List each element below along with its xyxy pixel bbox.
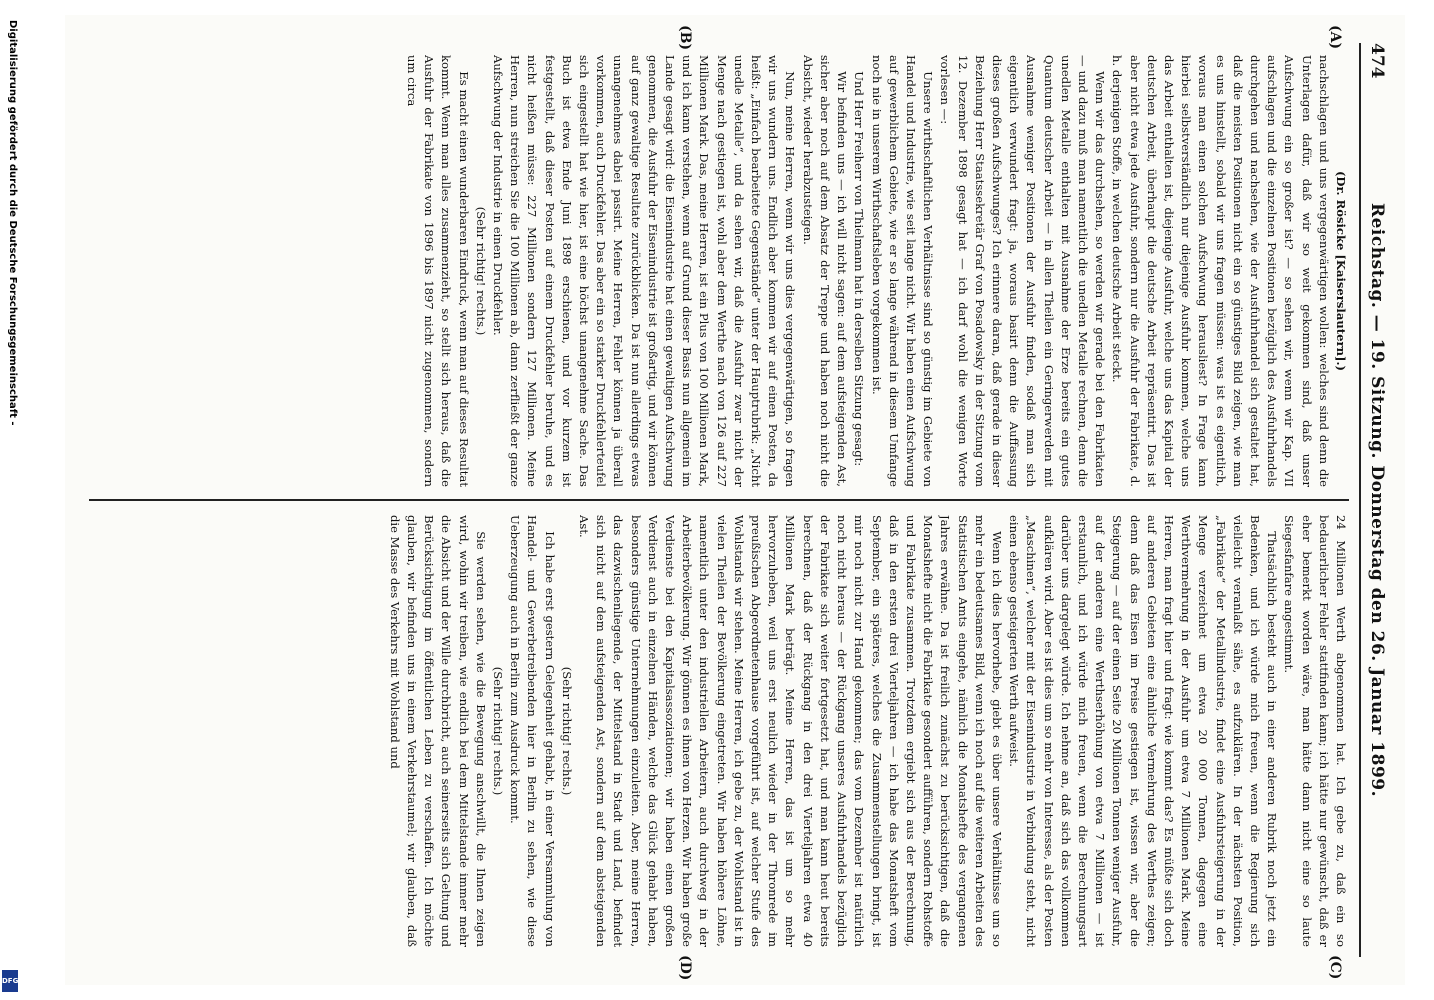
dfg-logo: DFG [2,970,18,992]
paragraph: Nun, meine Herren, wenn wir uns dies vergegenwärtigen, so fragen wir uns wundern uns. Endlich aber kommen wir auf einen Posten, da heißt: „Einfach bearbeitete Gegenstände“ unter der Hauptrubrik: „Nicht unedle Metalle“, und da sehen wir, daß die Ausfuhr zwar nicht der Menge nach gestiegen ist, wohl aber dem Werthe nach von 126 auf 227 Millionen Mark. Das, meine Herren, ist ein Plus von 100 Millionen Mark, und ich kann verstehen, wenn auf Grund dieser Basis nun allgemein im Lande gesagt wird: die Eisenindustrie hat einen gewaltigen Aufschwung genommen, die Ausfuhr der Eisenindustrie ist großartig, und wir können auf ganz gewaltige Resultate zurückblicken. Da ist nun allerdings etwas unangenehmes dabei passirt. Meine Herren, Fehler können ja überall vorkommen, auch Druckfehler. Das aber ein so starker Druckfehlerteufel sich eingestellt hat wie hier, ist eine höchst unangenehme Sache. Das Buch ist etwa Ende Juni 1898 erschienen, und vor kurzem ist festgestellt, daß dieser Posten auf einem Druckfehler beruhe, und es nicht heißen müsse: 227 Millionen sondern 127 Millionen. Meine Herren, nun streichen Sie die 100 Millionen ab, dann zerfließt der ganze Aufschwung der Industrie in einen Druckfehler. [491,55,798,487]
paragraph: Sie werden sehen, wie die Bewegung anschwillt, die Ihnen zeigen wird, wohin wir treiben, wie endlich bei dem Mittelstande immer mehr die Absicht und der Wille durchbricht, auch seinerseits sich Geltung und Berücksichtigung im öffentlichen Leben zu verschaffen. Ich möchte glauben, wir befinden uns in einem Verkehrstaumel; wir glauben, daß die Masse des Verkehrs mit Wohlstand und [387,515,488,947]
paragraph: Wenn wir das durchsehen, so werden wir gerade bei den Fabrikaten — und dazu muß man namentlich die unedlen Metalle rechnen, denn die unedlen Metalle enthalten mit Ausnahme der Erze bereits ein gutes Quantum deutscher Arbeit — in allen Theilen ein Geringerwerden mit Ausnahme weniger Positionen der Ausfuhr finden, sodaß man sich eigentlich verwundert fragt: ja, woraus basirt denn die Auffassung dieses großen Aufschwunges? Ich erinnere daran, daß gerade in dieser Beziehung Herr Staatssekretär Graf von Posadowsky in der Sitzung vom 12. Dezember 1898 gesagt hat — ich darf wohl die wenigen Worte vorlesen —: [938,55,1108,487]
interjection: (Sehr richtig! rechts.) [491,666,506,796]
paragraph: Es macht einen wunderbaren Eindruck, wenn man auf dieses Resultat kommt. Wenn man alles zusammenzieht, so stellt sich heraus, daß die Ausfuhr der Fabrikate von 1896 bis 1897 nicht zugenommen, sondern um circa [405,55,471,487]
left-column [89,55,1349,487]
interjection: (Sehr richtig! rechts.) [559,666,574,796]
margin-marker-d: (D) [677,955,693,981]
page-number: 474 [1367,43,1387,79]
digitization-notice-text: Digitalisierung gefördert durch die Deutsche Forschungsgemeinschaft - [7,20,18,426]
margin-marker-a: (A) [1327,25,1343,50]
margin-marker-b: (B) [677,25,693,51]
scanned-page [65,15,1405,985]
interjection: (Sehr richtig! rechts.) [473,206,488,336]
paragraph: Wenn ich dies hervorhebe, giebt es über unsere Verhältnisse um so mehr ein bedeutsames Bild, wenn ich noch auf die weiteren Arbeiten des Statistischen Amts eingehe, nämlich die Monatshefte des vergangenen Jahres erwähne. Da ist freilich zunächst zu berücksichtigen, daß die Monatshefte nicht die Fabrikate gesondert aufführen, sondern Rohstoffe und Fabrikate zusammen. Trotzdem ergiebt sich aus der Berechnung, daß in den ersten drei Vierteljahren — ich habe das Monatsheft vom September, ein späteres, welches die Zusammenstellungen bringt, ist mir noch nicht zur Hand gekommen; das vom Dezember ist natürlich noch nicht heraus — der Rückgang unseres Ausfuhrhandels bezüglich der Fabrikate sich weiter fortgesetzt hat, und man kann heut bereits berechnen, daß der Rückgang in den drei Vierteljahren etwa 40 Millionen Mark beträgt. Meine Herren, das ist um so mehr hervorzuheben, weil uns erst neulich wieder in der Thronrede im preußischen Abgeordnetenhause vorgeführt ist, auf welcher Stufe des Wohlstands wir stehen. Meine Herren, ich gebe zu, der Wohlstand ist in vielen Theilen der Bevölkerung eingetreten. Wir haben höhere Löhne, namentlich unter den industriellen Arbeitern, auch durchweg in der Arbeiterbevölkerung. Wir gönnen es ihnen von Herzen. Wir haben große Verdienste bei den Kapitalsassoziationen; wir haben einen großen Verdienst auch in einzelnen Händen, welche das Glück gehabt haben, besonders günstige Unternehmungen einzuleiten. Aber, meine Herren, das dazwischenliegende, der Mittelstand in Stadt und Land, befindet sich nicht auf dem aufsteigenden Ast, sondern auf dem absteigenden Ast. [577,515,1004,947]
paragraph: 24 Millionen Werth abgenommen hat. Ich gebe zu, daß ein so bedauerlicher Fehler stattfinden kann; ich hätte nur gewünscht, daß er eher bemerkt worden wäre, man hätte dann nicht eine so laute Siegesfanfare angestimmt. [1282,515,1348,947]
paragraph: Und Herr Freiherr von Thielmann hat in derselben Sitzung gesagt: [852,71,867,467]
paragraph: Thatsächlich besteht auch in einer anderen Rubrik noch jetzt ein Bedenken, und ich würde mich freuen, wenn die Regierung sich vielleicht veranlaßt sähe, es aufzuklären. In der nächsten Position, „Fabrikate“ der Metallindustrie, findet eine Ausfuhrsteigerung in der Menge verzeichnet um etwa 20 000 Tonnen, dagegen eine Werthvermehrung in der Ausfuhr um etwa 7 Millionen Mark. Meine Herren, man fragt hier und fragt: wie kommt das? Es müßte sich doch auf anderen Gebieten eine ähnliche Vermehrung des Werthes zeigen; denn daß das Eisen im Preise gestiegen ist, wissen wir, aber die Steigerung — auf der einen Seite 20 Millionen Tonnen weniger Ausfuhr, auf der anderen eine Werthserhöhung von etwa 7 Millionen — ist erstaunlich, und ich würde mich freuen, wenn die Berechnungsart darüber uns dargelegt würde. Ich nehme an, daß sich das vollkommen aufklären wird. Aber es ist dies um so mehr von Interesse, als der Posten „Maschinen“, welcher mit der Eisenindustrie in Verbindung steht, nicht einen ebenso gesteigerten Werth aufweist. [1007,515,1280,947]
paragraph: Ich habe erst gestern Gelegenheit gehabt, in einer Versammlung von Handel- und Gewerbetreibenden hier in Berlin zu sehen, wie diese Ueberzeugung auch in Berlin zum Ausdruck kommt. [508,515,557,947]
page-title: Reichstag. — 19. Sitzung. Donnerstag den 26. Januar 1899. [1367,202,1387,798]
quote-paragraph: Wir befinden uns — ich will nicht sagen: auf dem aufsteigenden Ast, sicher aber noch auf dem Absatz der Treppe und haben noch nicht die Absicht, wieder herabzusteigen. [800,55,850,487]
column-divider [89,499,1349,501]
digitization-notice [0,0,20,1000]
margin-marker-c: (C) [1327,955,1343,980]
paragraph: nachschlagen und uns vergegenwärtigen wollen: welches sind denn die Unterlagen dafür, daß wir so weit gekommen sind, daß unser Aufschwung ein so großer ist? — so sehen wir, wenn wir Kap. VII aufschlagen und die einzelnen Positionen bezüglich des Ausfuhrhandels durchgehen und nachsehen, wie der Ausfuhrhandel sich gestaltet hat, daß die meisten Positionen nicht ein so günstiges Bild zeigen, wie man es uns hinstellt, sobald wir uns fragen müssen: was ist es eigentlich, woraus man einen solchen Aufschwung herausliest? In Frage kann hierbei selbstverständlich nur diejenige Ausfuhr kommen, welche uns das Arbeit enthalten ist, diejenige Ausfuhr, welche uns das Kapital der deutschen Arbeit, überhaupt die deutsche Arbeit repräsentirt. Das ist aber nicht etwa jede Ausfuhr, sondern nur die Ausfuhr der Fabrikate, d. h. derjenigen Stoffe, in welchen deutsche Arbeit steckt. [1110,55,1331,487]
right-column [89,515,1349,947]
quote-paragraph: Unsere wirthschaftlichen Verhältnisse sind so günstig im Gebiete von Handel und Industrie, wie seit lange nicht. Wir haben einen Aufschwung auf gewerblichem Gebiete, wie er so lange während in diesem Umfange noch nie in unserem Wirthschaftsleben vorgekommen ist. [869,55,936,487]
page-header [1359,43,1387,957]
speaker-label: (Dr. Rösicke [Kaiserslautern].) [1334,170,1348,372]
